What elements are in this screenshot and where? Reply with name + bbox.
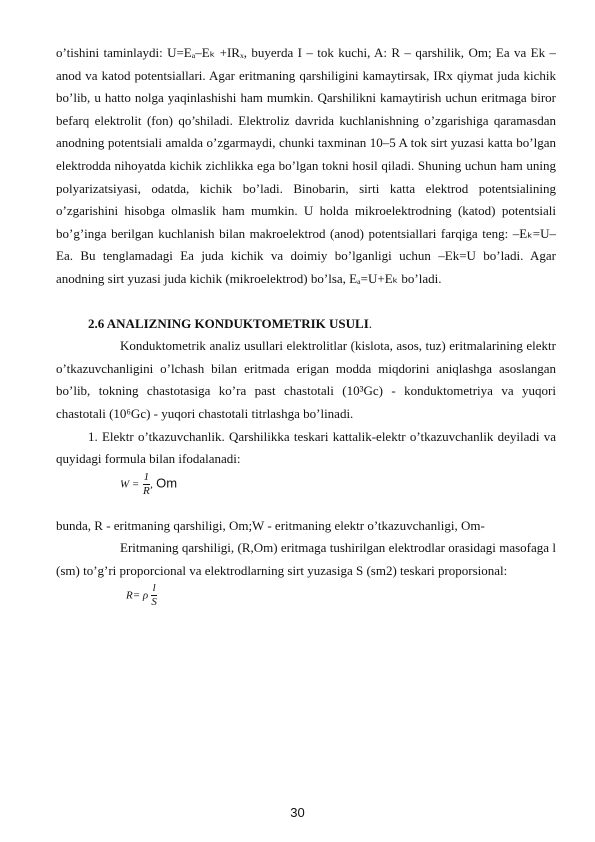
formula-unit: Om — [156, 475, 178, 491]
formula-numerator: 1 — [143, 470, 150, 483]
formula-resistance — [56, 582, 556, 626]
heading-period: . — [368, 315, 373, 331]
paragraph-5: Eritmaning qarshiligi, (R,Om) eritmaga tushirilgan elektrodlar orasidagi masofaga l (sm) to’g’ri proporcional va elektrodlarning sirt yuzasiga S (sm2) teskari proporsional: — [56, 540, 556, 578]
formula2-denominator: S — [151, 596, 157, 609]
page-body — [56, 42, 556, 626]
formula2-lhs: R= ρ — [126, 589, 149, 602]
section-heading: 2.6 ANALIZNING KONDUKTOMETRIK USULI — [88, 315, 369, 331]
formula-denominator: R — [142, 484, 150, 497]
formula-conductance — [56, 471, 556, 515]
page-number: 30 — [290, 805, 305, 820]
formula2-numerator: l — [152, 582, 156, 595]
formula2-fraction — [151, 582, 157, 609]
formula-fraction — [143, 471, 151, 498]
formula-comma: , — [150, 478, 153, 491]
formula-lhs: W = — [120, 478, 140, 491]
paragraph-1: o’tishini taminlaydi: U=Eₐ–Eₖ +IRₓ, buyerda I – tok kuchi, A: R – qarshilik, Om; Ea va Ek – anod va katod potentsiallari. Agar eritmaning qarshiligini kamaytirsak, IRx qiymat juda kichik bo’lib, u hatto nolga yaqinlashishi ham mumkin. Qarshilikni kamaytirish uchun eritmaga biror befarq elektrolit (fon) qo’shiladi. Elektroliz davrida kuchlanishning o’zgarishiga qaramasdan anodning potentsiali amalda o’zgarmaydi, chunki taxminan 10–5 A tok sirt yuzasi katta bo’lgan elektrodda nihoyatda kichik zichlikka ega bo’lgan tokni hosil qiladi. Shuning uchun ham uning polyarizatsiyasi, odatda, kichik bo’ladi. Binobarin, sirti katta elektrod potentsialining o’zgarishini hisobga olmaslik ham mumkin. U holda mikroelektrodning (katod) potentsiali bo’g’inga berilgan kuchlanish bilan makroelektrod (anod) potentsiallari farqiga teng: –Eₖ=U–Ea. Bu tenglamadagi Ea juda kichik va doimiy bo’lganligi uchun –Ek=U bo’ladi. Agar anodning sirt yuzasi juda kichik (mikroelektrod) bo’lsa, Eₐ=U+Eₖ bo’ladi. — [56, 45, 556, 286]
paragraph-3: 1. Elektr o’tkazuvchanlik. Qarshilikka teskari kattalik-elektr o’tkazuvchanlik deyiladi va quyidagi formula bilan ifodalanadi: — [56, 428, 556, 467]
section-heading-wrap — [56, 313, 556, 336]
paragraph-4: bunda, R - eritmaning qarshiligi, Om;W - eritmaning elektr o’tkazuvchanligi, Om- — [56, 517, 485, 533]
paragraph-2: Konduktometrik analiz usullari elektrolitlar (kislota, asos, tuz) eritmalarining elektr o’tkazuvchanligini o’lchash bilan eritmada erigan modda miqdorini aniqlashga asoslangan bo’lib, tokning chastotasiga ko’ra past chastotali (10³Gc) - konduktometriya va yuqori chastotali (10⁶Gc) - yuqori chastotali titrlashga bo’linadi. — [56, 338, 556, 421]
